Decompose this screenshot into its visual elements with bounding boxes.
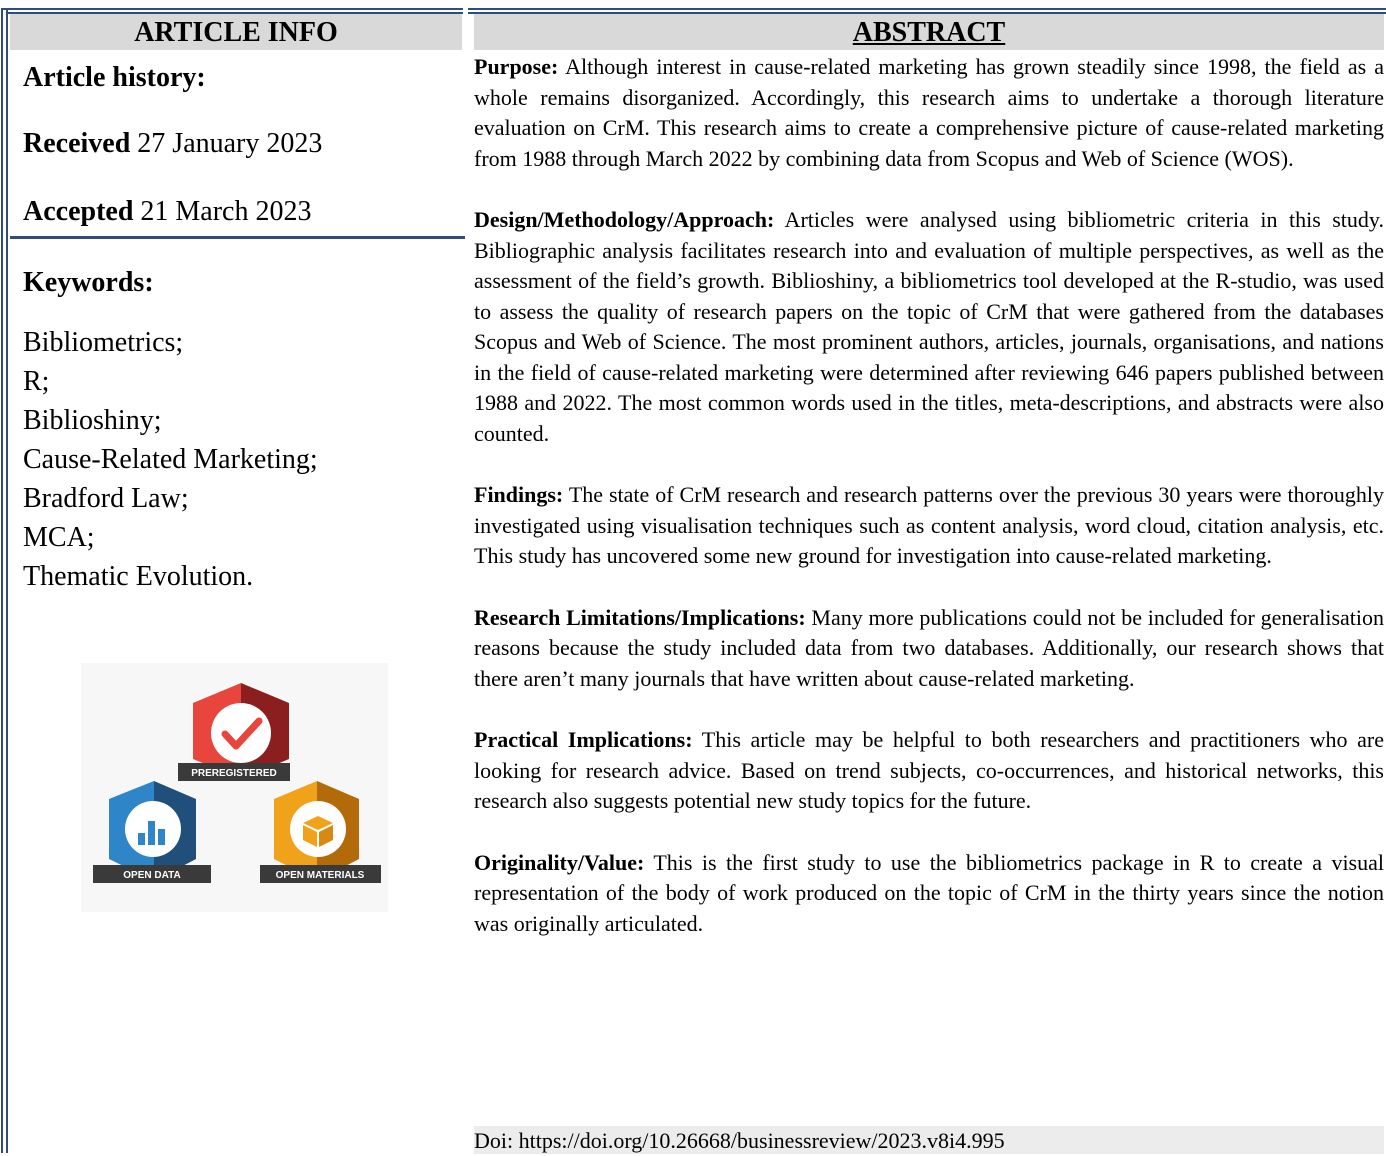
keywords-list xyxy=(23,323,462,596)
left-border-inner xyxy=(6,8,8,1153)
section-label: Findings: xyxy=(474,482,564,507)
section-label: Originality/Value: xyxy=(474,849,645,875)
top-border-left-outer xyxy=(1,8,463,10)
abstract-section xyxy=(474,205,1384,449)
article-info-heading: ARTICLE INFO xyxy=(10,14,462,50)
received-row xyxy=(23,126,462,162)
keyword-item: Biblioshiny; xyxy=(23,405,162,436)
abstract-title: ABSTRACT xyxy=(852,17,1006,48)
open-science-badges xyxy=(81,663,388,912)
badges-graphic xyxy=(81,663,388,912)
section-label: Design/Methodology/Approach: xyxy=(474,207,775,232)
keywords-label: Keywords: xyxy=(23,267,154,298)
abstract-panel xyxy=(474,14,1384,1153)
keyword-item: Cause-Related Marketing; xyxy=(23,444,318,475)
section-label: Research Limitations/Implications: xyxy=(474,604,806,630)
abstract-section xyxy=(474,848,1384,940)
keyword-item: R; xyxy=(23,366,50,397)
received-label: Received xyxy=(23,128,131,159)
left-border-outer xyxy=(1,8,3,1153)
accepted-label: Accepted xyxy=(23,196,134,227)
section-label: Practical Implications: xyxy=(474,727,693,752)
section-text: The state of CrM research and research patterns over the previous 30 years were thoroughly investigated using visualisation techniques such as content analysis, word cloud, citation analysis, etc. This study has uncovered some new ground for investigation into cause-related marketing. xyxy=(474,482,1384,568)
keyword-item: MCA; xyxy=(23,522,95,553)
keyword-item: Bradford Law; xyxy=(23,483,189,514)
section-divider xyxy=(10,236,465,239)
received-date: 27 January 2023 xyxy=(137,128,323,159)
section-text: Many more publications could not be included for generalisation reasons because the study included data from two databases. Additionally, our research shows that there aren’t many journals that have written about cause-related marketing. xyxy=(474,604,1385,691)
open-materials-badge xyxy=(260,781,381,883)
abstract-body xyxy=(474,52,1384,939)
accepted-date: 21 March 2023 xyxy=(140,196,312,227)
top-border-right-outer xyxy=(468,8,1386,10)
accepted-row xyxy=(23,194,462,230)
abstract-section xyxy=(474,725,1384,817)
open-data-badge xyxy=(93,781,211,883)
abstract-section xyxy=(474,603,1384,695)
preregistered-badge xyxy=(178,683,290,781)
keyword-item: Thematic Evolution. xyxy=(23,561,254,592)
section-text: Articles were analysed using bibliometric criteria in this study. Bibliographic analysis facilitates research into and evaluation of multiple perspectives, as well as the assessment of the field’s growth. Biblioshiny, a bibliometrics tool developed at the R-studio, was used to assess the quality of research papers on the topic of CrM that were gathered from the databases Scopus and Web of Science. The most prominent authors, articles, journals, organisations, and nations in the field of cause-related marketing were determined after reviewing 646 papers published between 1988 and 2022. The most common words used in the titles, meta-descriptions, and abstracts were also counted. xyxy=(474,207,1384,446)
open-materials-label: OPEN MATERIALS xyxy=(275,870,365,881)
preregistered-label: PREREGISTERED xyxy=(191,768,277,779)
abstract-section xyxy=(474,480,1384,572)
article-history-label: Article history: xyxy=(23,62,206,93)
section-text: This article may be helpful to both researchers and practitioners who are looking for research advice. Based on trend subjects, co-occurrences, and historical networks, this research also suggests potential new study topics for the future. xyxy=(474,727,1384,813)
section-text: Although interest in cause-related marketing has grown steadily since 1998, the field as a whole remains disorganized. Accordingly, this research aims to undertake a thorough literature evaluation on CrM. This research aims to create a comprehensive picture of cause-related marketing from 1988 through March 2022 by combining data from Scopus and Web of Science (WOS). xyxy=(474,54,1384,171)
doi-line: Doi: https://doi.org/10.26668/businessreview/2023.v8i4.995 xyxy=(474,1126,1384,1154)
open-data-label: OPEN DATA xyxy=(123,870,181,881)
abstract-section xyxy=(474,52,1384,174)
section-text: This is the first study to use the bibliometrics package in R to create a visual representation of the body of work produced on the topic of CrM in the thirty years since the notion was originally articulated. xyxy=(474,849,1384,936)
section-label: Purpose: xyxy=(474,54,559,79)
keyword-item: Bibliometrics; xyxy=(23,327,184,358)
bar-chart-icon xyxy=(138,833,145,845)
article-info-panel xyxy=(10,14,462,1153)
abstract-heading xyxy=(474,14,1384,50)
